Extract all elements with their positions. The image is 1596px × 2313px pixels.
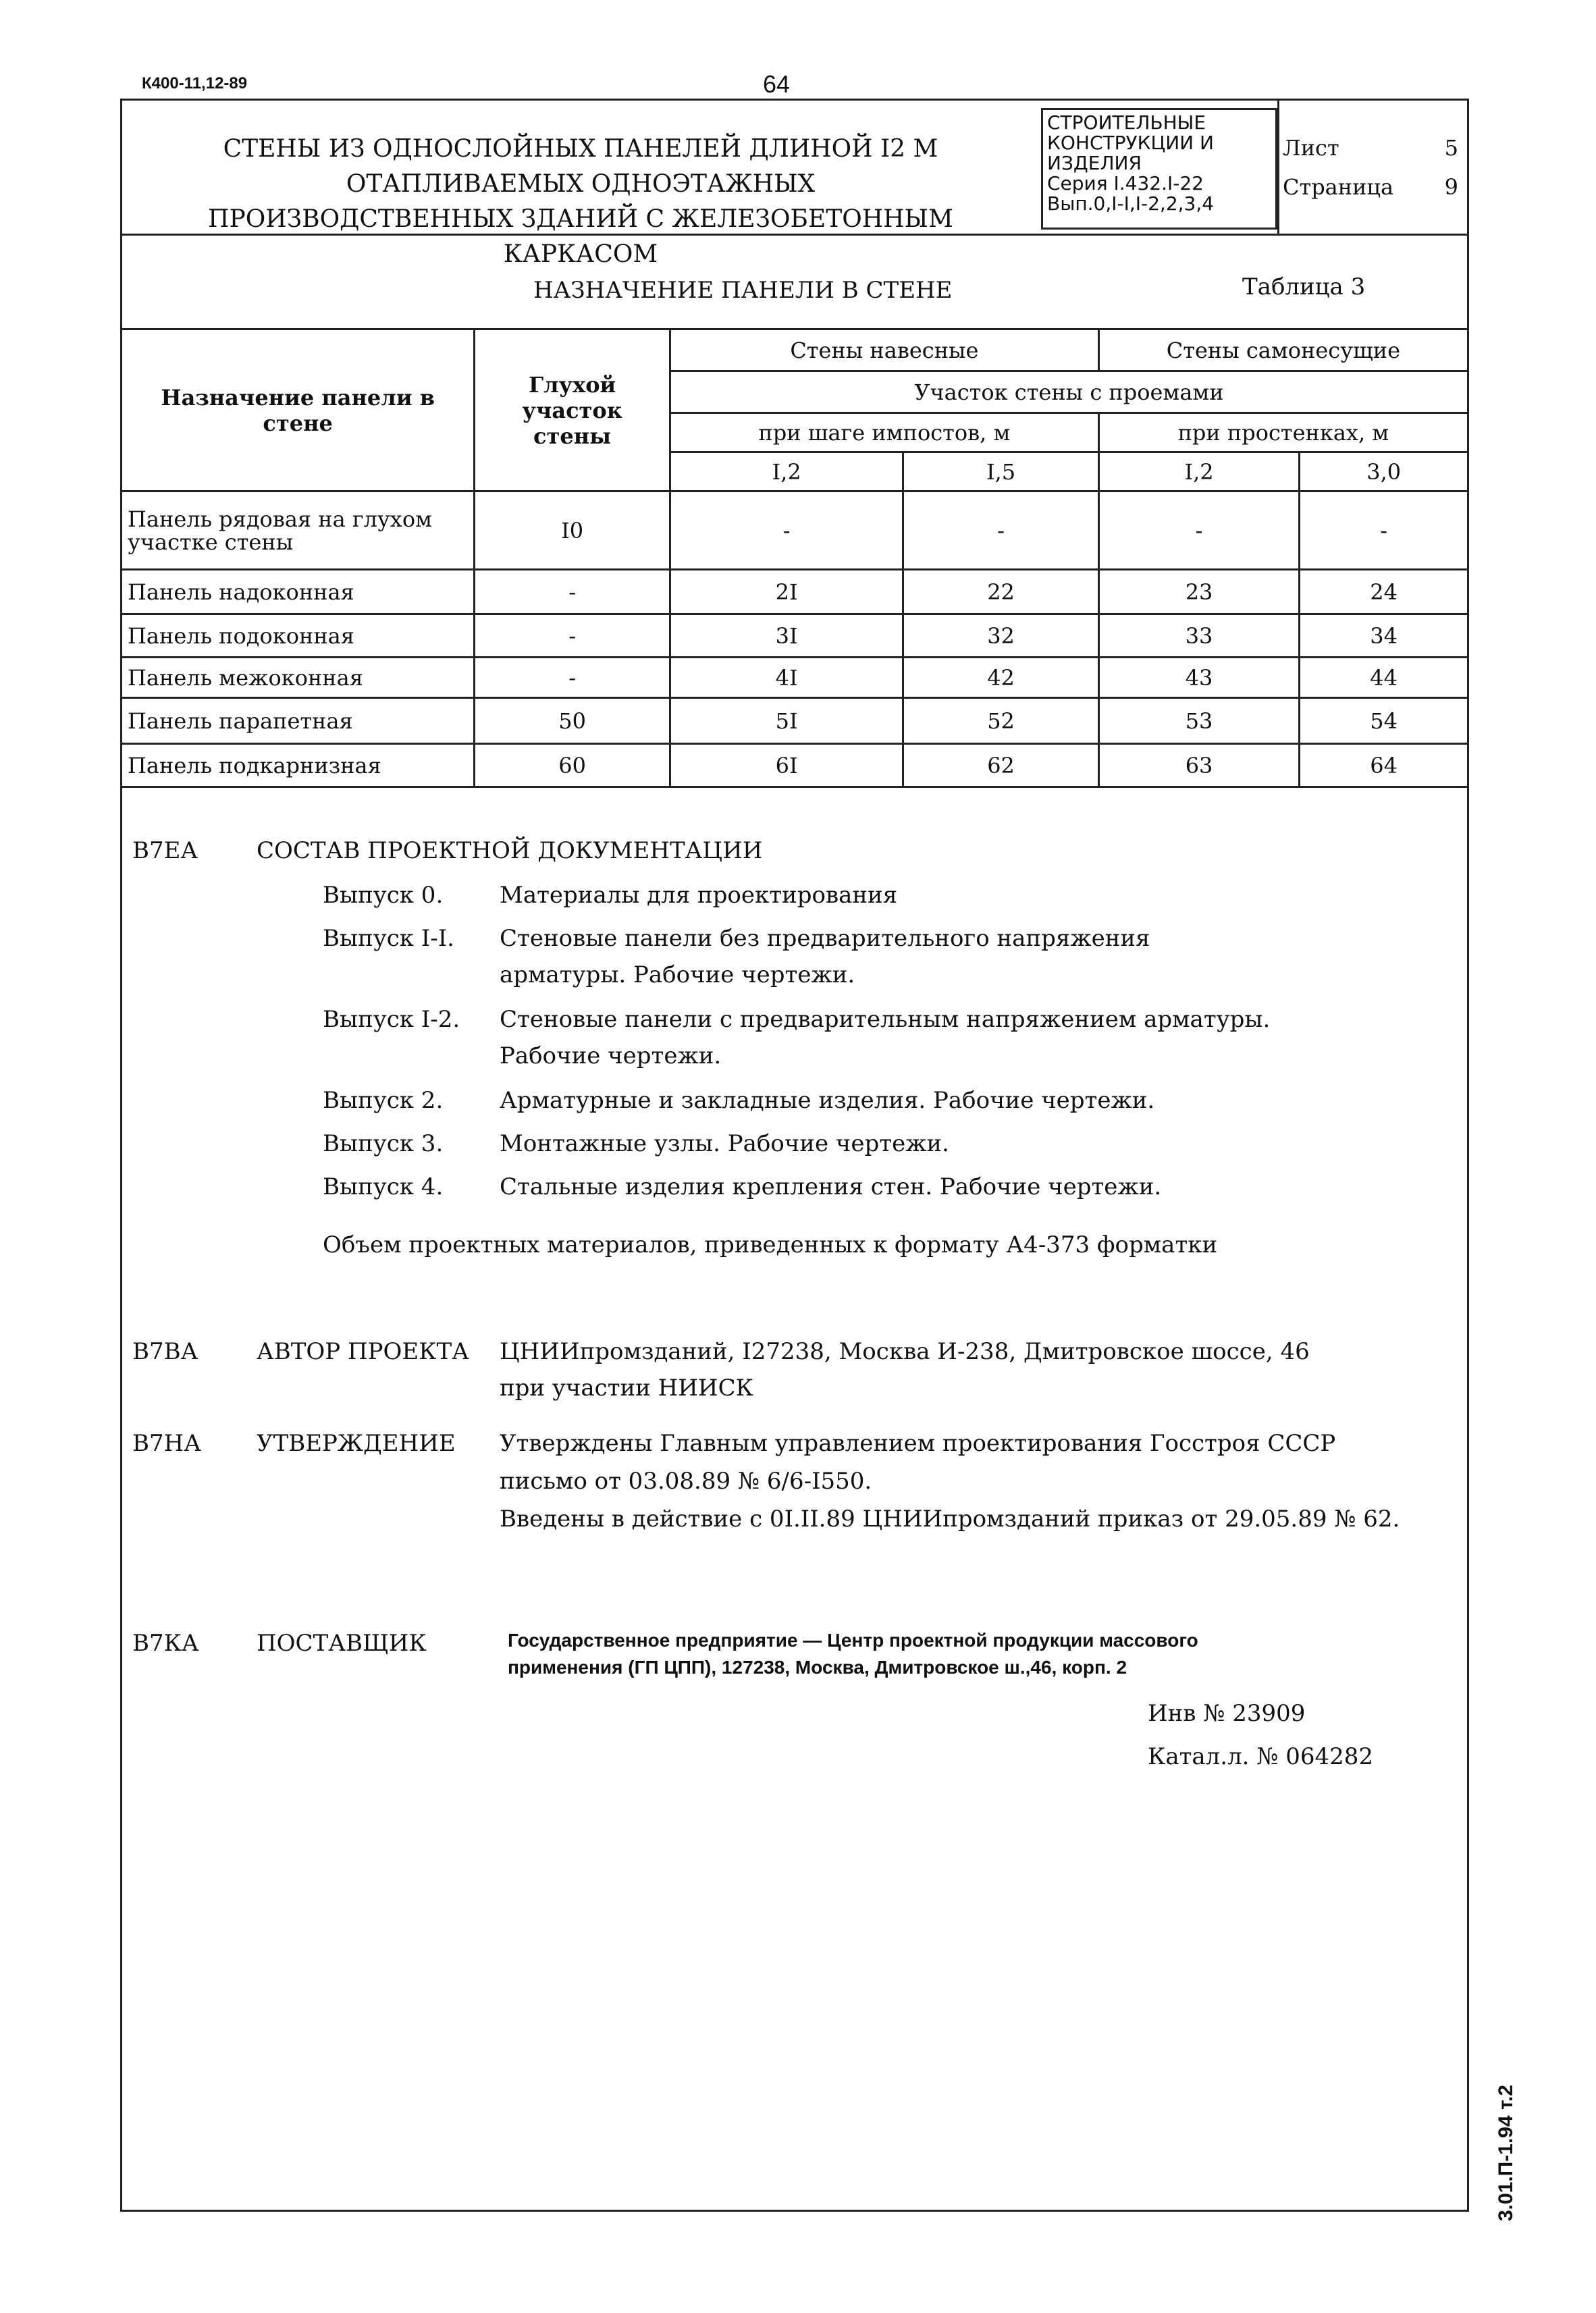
cell: 2I [670, 570, 903, 614]
issue-text: Монтажные узлы. Рабочие чертежи. [500, 1130, 949, 1157]
inventory-number: Инв № 23909 [1148, 1700, 1306, 1727]
cell: 62 [903, 744, 1098, 787]
series-line-2: КОНСТРУКЦИИ И [1047, 132, 1214, 154]
header-purpose: Назначение панели в стене [122, 329, 475, 491]
issue-text: Стеновые панели без предварительного напряжения [500, 925, 1150, 952]
side-code: 3.01.П-1.94 т.2 [1495, 2084, 1517, 2221]
supplier-code: В7КА [132, 1630, 199, 1657]
table-number: Таблица 3 [1242, 273, 1366, 300]
issue-label: Выпуск 3. [323, 1130, 444, 1157]
composition-title: СОСТАВ ПРОЕКТНОЙ ДОКУМЕНТАЦИИ [257, 837, 763, 864]
table-row [122, 744, 1468, 787]
issue-label: Выпуск I-2. [323, 1006, 460, 1033]
issue-text: Стеновые панели с предварительным напряжением арматуры. [500, 1006, 1271, 1033]
issue-label: Выпуск 0. [323, 882, 444, 909]
supplier-text [508, 1627, 1198, 1681]
table-row [122, 491, 1468, 570]
row-label: Панель надоконная [122, 570, 475, 614]
cell-blank: 50 [475, 698, 670, 744]
document-code: К400-11,12-89 [142, 74, 248, 92]
cell: 3I [670, 614, 903, 658]
cell: 5I [670, 698, 903, 744]
cell: - [670, 491, 903, 570]
author-code: В7ВА [132, 1338, 198, 1365]
table-row [122, 698, 1468, 744]
issue-text: Арматурные и закладные изделия. Рабочие чертежи. [500, 1087, 1155, 1114]
author-line-1: ЦНИИпромзданий, I27238, Москва И-238, Дмитровское шоссе, 46 [500, 1338, 1310, 1365]
sheet-label: Лист [1283, 135, 1339, 161]
header-opening: Участок стены с проемами [670, 371, 1468, 413]
cell: 23 [1098, 570, 1300, 614]
page-value: 9 [1444, 174, 1458, 200]
cell-blank: - [475, 658, 670, 698]
cell: 44 [1300, 658, 1468, 698]
issue-label: Выпуск I-I. [323, 925, 454, 952]
sheet-row [1283, 128, 1458, 167]
row-label: Панель парапетная [122, 698, 475, 744]
issue-label: Выпуск 4. [323, 1173, 444, 1200]
cell-blank: I0 [475, 491, 670, 570]
cell: 32 [903, 614, 1098, 658]
cell: 34 [1300, 614, 1468, 658]
issue-text: арматуры. Рабочие чертежи. [500, 961, 855, 988]
row-label: Панель рядовая на глухом участке стены [122, 491, 475, 570]
table-title: НАЗНАЧЕНИЕ ПАНЕЛИ В СТЕНЕ [533, 277, 953, 304]
sub-header: I,5 [903, 452, 1098, 491]
cell: 4I [670, 658, 903, 698]
approval-code: В7НА [132, 1430, 202, 1457]
cell-blank: - [475, 614, 670, 658]
header-piers: при простенках, м [1098, 413, 1468, 452]
cell: 6I [670, 744, 903, 787]
supplier-title: ПОСТАВЩИК [257, 1630, 427, 1657]
table-row [122, 614, 1468, 658]
page-number: 64 [763, 70, 791, 98]
series-line-5: Вып.0,I-I,I-2,2,3,4 [1047, 192, 1215, 215]
author-title: АВТОР ПРОЕКТА [257, 1338, 469, 1365]
approval-line-2: письмо от 03.08.89 № 6/6-I550. [500, 1468, 872, 1495]
sheet-info [1283, 128, 1458, 207]
series-box [1041, 108, 1277, 230]
series-line-3: ИЗДЕЛИЯ [1047, 152, 1142, 174]
cell: 24 [1300, 570, 1468, 614]
approval-line-1: Утверждены Главным управлением проектирования Госстроя СССР [500, 1430, 1336, 1457]
supplier-line-2: применения (ГП ЦПП), 127238, Москва, Дмитровское ш.,46, корп. 2 [508, 1657, 1127, 1678]
row-label: Панель подоконная [122, 614, 475, 658]
header-title [135, 132, 1026, 272]
table-row [122, 658, 1468, 698]
issue-text: Стальные изделия крепления стен. Рабочие чертежи. [500, 1173, 1162, 1200]
panel-purpose-table [120, 328, 1469, 788]
series-line-4: Серия I.432.I-22 [1047, 172, 1204, 194]
cell-blank: - [475, 570, 670, 614]
header-hinged: Стены навесные [670, 329, 1098, 371]
issue-label: Выпуск 2. [323, 1087, 444, 1114]
cell: - [903, 491, 1098, 570]
header-divider [1277, 99, 1279, 234]
issue-text: Материалы для проектирования [500, 882, 898, 909]
cell: 64 [1300, 744, 1468, 787]
row-label: Панель подкарнизная [122, 744, 475, 787]
cell: - [1098, 491, 1300, 570]
cell: - [1300, 491, 1468, 570]
header-bottom-line [120, 234, 1469, 236]
cell: 52 [903, 698, 1098, 744]
header-title-line-2: ПРОИЗВОДСТВЕННЫХ ЗДАНИЙ С ЖЕЛЕЗОБЕТОННЫМ КАРКАСОМ [208, 205, 953, 268]
series-line-1: СТРОИТЕЛЬНЫЕ [1047, 111, 1206, 134]
cell: 42 [903, 658, 1098, 698]
header-selfbearing: Стены самонесущие [1098, 329, 1468, 371]
composition-code: В7ЕА [132, 837, 198, 864]
volume-note: Объем проектных материалов, приведенных к формату А4-373 форматки [323, 1231, 1218, 1258]
catalog-number: Катал.л. № 064282 [1148, 1743, 1374, 1770]
cell: 53 [1098, 698, 1300, 744]
supplier-line-1: Государственное предприятие — Центр проектной продукции массового [508, 1630, 1198, 1651]
cell: 33 [1098, 614, 1300, 658]
header-blank: Глухой участок стены [475, 329, 670, 491]
row-label: Панель межоконная [122, 658, 475, 698]
page-label: Страница [1283, 174, 1394, 200]
cell: 63 [1098, 744, 1300, 787]
issue-text: Рабочие чертежи. [500, 1042, 722, 1069]
page-row [1283, 167, 1458, 207]
cell: 43 [1098, 658, 1300, 698]
sheet-value: 5 [1444, 135, 1458, 161]
cell-blank: 60 [475, 744, 670, 787]
sub-header: I,2 [670, 452, 903, 491]
approval-line-3: Введены в действие с 0I.II.89 ЦНИИпромзданий приказ от 29.05.89 № 62. [500, 1506, 1400, 1533]
cell: 22 [903, 570, 1098, 614]
author-line-2: при участии НИИСК [500, 1375, 753, 1402]
approval-title: УТВЕРЖДЕНИЕ [257, 1430, 456, 1457]
table-row [122, 570, 1468, 614]
header-pitch: при шаге импостов, м [670, 413, 1098, 452]
header-title-line-1: СТЕНЫ ИЗ ОДНОСЛОЙНЫХ ПАНЕЛЕЙ ДЛИНОЙ I2 М ОТАПЛИВАЕМЫХ ОДНОЭТАЖНЫХ [223, 135, 938, 198]
sub-header: I,2 [1098, 452, 1300, 491]
sub-header: 3,0 [1300, 452, 1468, 491]
cell: 54 [1300, 698, 1468, 744]
